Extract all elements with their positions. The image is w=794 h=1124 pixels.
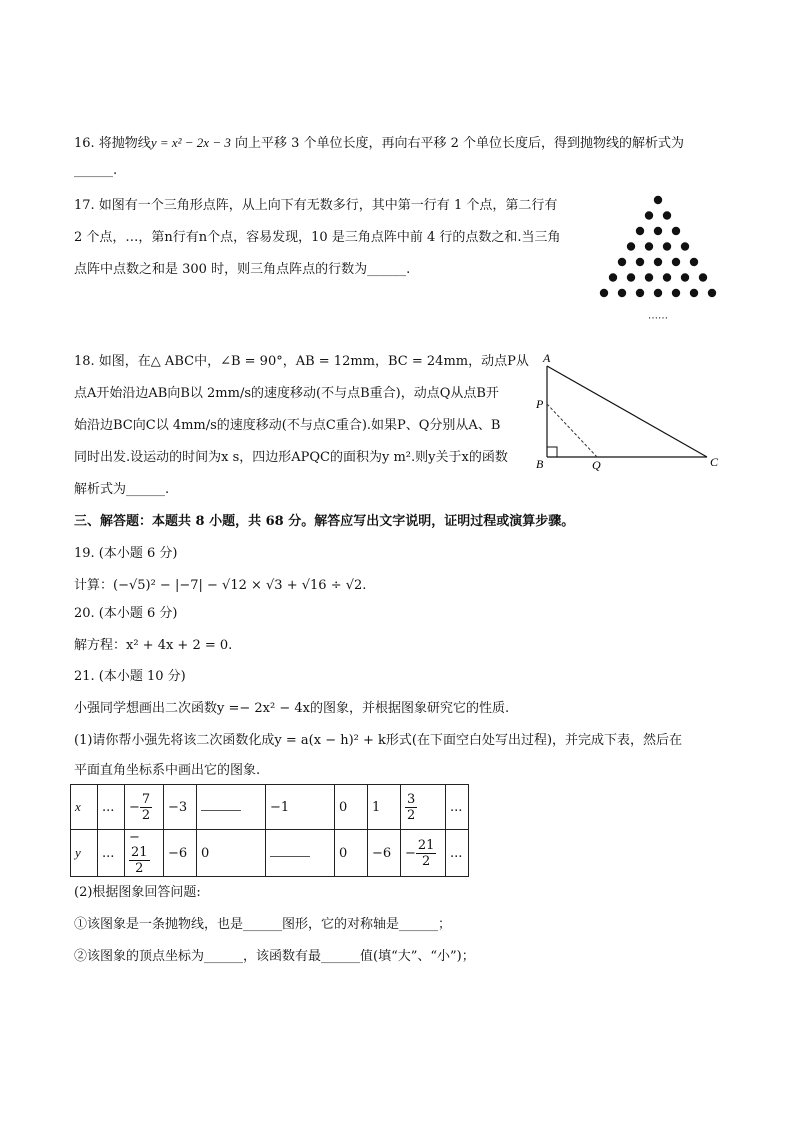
q21-sub1: ①该图象是一条抛物线，也是______图形，它的对称轴是______； (74, 917, 452, 932)
segment-pq (547, 404, 597, 457)
table-cell (401, 785, 446, 830)
dot (708, 289, 716, 297)
q17-line1: 17. 如图有一个三角形点阵，从上向下有无数多行，其中第一行有 1 个点，第二行有 (74, 198, 558, 213)
q16-line1 (74, 134, 684, 153)
q16-formula: y = x² − 2x − 3 (150, 135, 231, 150)
table-cell: 0 (335, 785, 368, 830)
q21-sub2: ②该图象的顶点坐标为______，该函数有最______值(填“大”、“小”)； (74, 949, 475, 964)
table-row-x (71, 785, 469, 830)
table-cell: ... (98, 830, 125, 877)
dot (600, 289, 608, 297)
table-cell: − $\frac{21}{2}$ (401, 830, 446, 877)
dot (663, 273, 671, 281)
dot (663, 211, 671, 219)
table-cell: 0 (335, 830, 368, 877)
table-cell: −6 (368, 830, 401, 877)
table-cell: x (71, 785, 98, 830)
table-cell-blank (197, 785, 266, 830)
value-table (70, 784, 469, 877)
label-p: P (536, 397, 544, 411)
dot (627, 273, 635, 281)
dots-ellipsis: …… (648, 310, 668, 320)
q18-line4: 同时出发.设运动的时间为x s，四边形APQC的面积为y m².则y关于x的函数 (74, 450, 508, 465)
table-cell-blank (266, 830, 335, 877)
dot (672, 227, 680, 235)
dot (618, 289, 626, 297)
dot (636, 289, 644, 297)
q19-body: 计算：(−√5)² − |−7| − √12 × √3 + √16 ÷ √2. (74, 578, 367, 593)
table-cell: ... (446, 830, 469, 877)
q21-intro: 小强同学想画出二次函数y =− 2x² − 4x的图象，并根据图象研究它的性质. (74, 701, 510, 716)
dot (645, 211, 653, 219)
table-cell: ... (98, 785, 125, 830)
q18-line3: 始沿边BC向C以 4mm/s的速度移动(不与点C重合).如果P、Q分别从A、B (74, 418, 501, 433)
dot (618, 258, 626, 266)
dot (690, 258, 698, 266)
table-cell: 0 (197, 830, 266, 877)
dot (654, 289, 662, 297)
fraction: $\frac{21}{2}$ (417, 837, 435, 869)
dot (672, 289, 680, 297)
q20-title: 20. (本小题 6 分) (74, 606, 178, 621)
label-c: C (710, 455, 719, 469)
section3-heading: 三、解答题：本题共 8 小题，共 68 分。解答应写出文字说明，证明过程或演算步骤。 (74, 514, 575, 529)
q18-line1: 18. 如图，在△ ABC中，∠B = 90°，AB = 12mm，BC = 24mm，动点P从 (74, 354, 529, 369)
dot (645, 273, 653, 281)
q20-body: 解方程：x² + 4x + 2 = 0. (74, 638, 233, 653)
triangle-dot-array (590, 190, 730, 320)
q21-part2: (2)根据图象回答问题: (74, 885, 201, 900)
right-angle-mark (547, 447, 557, 457)
q16-text-a: 16. 将抛物线 (74, 136, 151, 151)
table-cell: −1 (266, 785, 335, 830)
table-cell: − $\frac{7}{2}$ (125, 785, 164, 830)
table-cell: −6 (164, 830, 197, 877)
q19-title: 19. (本小题 6 分) (74, 546, 178, 561)
q16-blank: ______. (74, 163, 118, 178)
dot (654, 227, 662, 235)
q17-line3: 点阵中点数之和是 300 时，则三角点阵点的行数为______. (74, 262, 411, 277)
label-q: Q (592, 458, 601, 472)
dot (681, 273, 689, 281)
dot (654, 196, 662, 204)
dot (636, 258, 644, 266)
dot (654, 258, 662, 266)
label-a: A (543, 351, 551, 365)
dot (663, 242, 671, 250)
fraction: $\frac{3}{2}$ (407, 791, 416, 823)
dot (609, 273, 617, 281)
label-b: B (536, 457, 544, 471)
dot (690, 289, 698, 297)
dot (645, 242, 653, 250)
fraction: $\frac{7}{2}$ (141, 791, 151, 823)
table-cell: y (71, 830, 98, 877)
q18-line2: 点A开始沿边AB向B以 2mm/s的速度移动(不与点B重合)，动点Q从点B开 (74, 386, 499, 401)
right-triangle-figure (533, 350, 728, 475)
dot (627, 242, 635, 250)
table-cell: 1 (368, 785, 401, 830)
dot (681, 242, 689, 250)
q21-title: 21. (本小题 10 分) (74, 669, 186, 684)
table-cell: ... (446, 785, 469, 830)
q21-part1-line2: 平面直角坐标系中画出它的图象. (74, 763, 261, 778)
q17-line2: 2 个点，…，第n行有n个点，容易发现，10 是三角点阵中前 4 行的点数之和.当三角 (74, 230, 561, 245)
q16-text-b: 向上平移 3 个单位长度，再向右平移 2 个单位长度后，得到抛物线的解析式为 (230, 136, 685, 151)
dot (699, 273, 707, 281)
table-cell: −3 (164, 785, 197, 830)
dot (636, 227, 644, 235)
table-row-y (71, 830, 469, 877)
side-ac (547, 366, 707, 457)
dot (672, 258, 680, 266)
q18-line5: 解析式为______. (74, 482, 170, 497)
q21-part1-line1: (1)请你帮小强先将该二次函数化成y = a(x − h)² + k形式(在下面空白处写出过程)，并完成下表，然后在 (74, 733, 683, 748)
table-cell: − $\frac{21}{2}$ (125, 830, 164, 877)
fraction: $\frac{21}{2}$ (131, 845, 148, 876)
